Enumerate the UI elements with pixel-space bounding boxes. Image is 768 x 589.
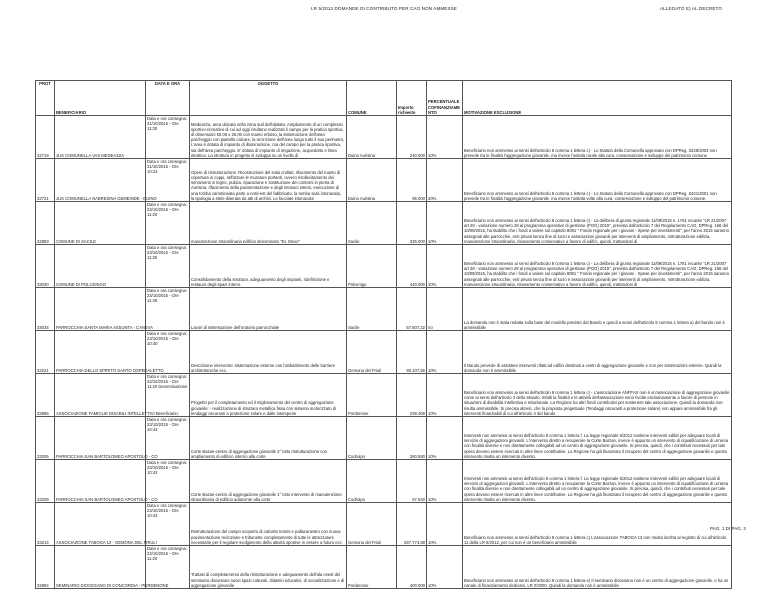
motivazione-cell: Interventi non ammessi ai sensi dell'articolo 8 comma 1 lettera f. La legge regionale 5/2012 sostiene interventi edilizi per adeguare locali di servizio di aggregazioni giovanili. L'intervento diretto a recuperare la Corte Barzan, invece è appunto un intervento di riqualificazione di un'area con finalità diverse e non direttamente collegabili ad un centro di aggregazione giovanile. Si precisa, quindi, che i contributi necessari per tale opera devono essere ricercati in altre linee contributive. La Regione ha già finanziato il recupero del centro di aggregazione giovanile e questo intervento risulta un intervento diverso. [463,417,732,460]
prot-cell: 33205 [36,417,55,460]
table-row [36,503,732,546]
comune-cell: Duino Aurisina [347,116,397,159]
data-ora-cell: Data e ora consegna: 23/10/2015 - Ore 11:25 [146,245,190,288]
percentuale-cell: 10% [427,331,463,374]
prot-cell: 33214 [36,503,55,546]
comune-cell: Polcenigo [347,245,397,288]
comune-cell: Sacile [347,202,397,245]
comune-cell: Sacile [347,288,397,331]
importo-cell: 287.774,88 [397,503,427,546]
oggetto-cell: Opere di ristrutturazione. Ricostruzione del solai crollati, rifacimento del manto di copertura in coppi, rafforzare le murature portanti, ovvero risollecitamento dei serramenti in legno, pulizia, riparazione e sostituzione dei contorni in pietra di Aurisina, rifacimento della pavimentazione e degli intonaci interni, esecuzione di una tomba cammineata parte a nord-est del fabbricato, la tomba sarà intonacata, la tipologia a stele diserata da atti di archivi. Le facciate intonacate [190,159,347,202]
oggetto-cell: Consolidamento della struttura, adeguamento degli impianti, ridefinizione e restauro degli spazi interni. [190,245,347,288]
prot-cell: 32884 [36,546,55,589]
motivazione-cell: Beneficiario non ammesso ai sensi dell'articolo 8 comma 1 lettera c) - L'associazione ANFFAS non è un'associazione di aggregazione giovanile come ai sensi dell'articolo 3 dello Statuto. Infatti la finalità e le attività dell'associazione sono rivolte esclusivamente a favore di persone in situazioni di disabilità intellettiva e relazionale. La Regione ha altri fondi contributivi per sostenere tale associazione. Quindi la domanda non risulta ammissibile. Si precisa altresì, che la proposta progettuale (Tendaggi oscuranti a protezione solare) non appare ammissibile fra gli interventi finanziabili di cui all'articolo 4 del bando [463,374,732,417]
oggetto-cell: Lavori di sistemazione dell'oratorio parrocchiale [190,288,347,331]
data-ora-cell: Data e ora consegna: 23/10/2015 - Ore 10:43 [146,503,190,546]
col-importo: Importo richiesto [397,81,427,116]
importo-cell: 325.000 [397,202,427,245]
data-ora-cell: Data e ora consegna: 21/10/2015 - Ore 10:23 [146,159,190,202]
motivazione-cell: Beneficiario non ammesso ai sensi dell'articolo 8 comma 1 lettera c) - Lo Statuto della Comunella approvato con DPReg. 0228/2003 non prevede tra le finalità l'aggregazione giovanile, ma invece l'attività rurale alla cura, conservazione e sviluppo del patrimonio comune [463,116,732,159]
page-number: PAG. 1 DI PAG. 2 [709,526,746,531]
beneficiario-cell: PARROCCHIA SAN BARTOLOMEO APOSTOLO - CO [55,417,146,460]
percentuale-cell: 10% [427,417,463,460]
prot-cell: 32719 [36,116,55,159]
comune-cell: Codroipo [347,417,397,460]
data-ora-cell: Data e ora consegna: 21/10/2015 - Ore 11:30 [146,116,190,159]
table-row [36,417,732,460]
importo-cell: 400.000 [397,546,427,589]
importo-cell: 67.540 [397,460,427,503]
col-prot: PROT [36,81,55,116]
data-ora-cell: Data e ora consegna: 23/10/2015 - Ore 11:20 [146,202,190,245]
motivazione-cell: La domanda non è stata redatta sulla base del modello previsto dal Bando e quindi a sensi dell'articolo 9 comma 1 lettera a) del bando non è ammissibile [463,288,732,331]
table-row [36,546,732,589]
data-ora-cell: Data e ora consegna: 23/10/2015 - Ore 10:42 [146,460,190,503]
importo-cell: 57.807,22 [397,288,427,331]
importo-cell: 95.000 [397,159,427,202]
prot-cell: 32886 [36,374,55,417]
oggetto-cell: Trattasi di completamento della ristrutturazione e adeguamento dell'ala ovest del seminario diocesano nuovi spazi culturali, didattici educativi, di socializzazione e di aggregazione giovanile [190,546,347,589]
beneficiario-cell: SEMINARIO DIOCESANO DI CONCORDIA - PORDENONE [55,546,146,589]
comune-cell: Gemona del Friuli [347,331,397,374]
oggetto-cell: manutenzione straordinaria edificio denominato "Ex Stevo" [190,202,347,245]
motivazione-cell: Beneficiario non ammesso ai sensi dell'articolo 8 comma 1 lettera c) - Lo Statuto della Comunella approvato con DPReg. 0421/2001 non prevede tra le finalità l'aggregazione giovanile, ma invece l'attività volte alla cura, conservazione e sviluppo del patrimonio comune. [463,159,732,202]
motivazione-cell: Beneficiario non ammesso ai sensi dell'articolo 8 comma 1 lettera c) - La delibera di giunta regionale 11/09/2015 n. 1761 recante "LR 21/2007 art 28 - variazione numero 28 al programma operativo di gestione (POG) 2015", prevista dall'articolo 7 del Regolamento CAO, DPReg. 166 del 10/09/2015, ha stabilito che i fondi a valere sul capitolo 8081 " Fondo regionale per i giovani - Spese per investimenti", per l'anno 2015 saranno assegnati alle parrocchie, enti privati senza fine di lucro e associazioni giovanili per interventi di ampliamento, ristrutturazione edilizia, manutenzione straordinaria, risanamento conservativo a favore di edifici, quindi, trattandosi di [463,245,732,288]
importo-cell: 90.107,56 [397,331,427,374]
data-ora-cell: Data e ora consegna: 22/10/2015 - Ore 11:20 [146,546,190,589]
percentuale-cell: 10% [427,202,463,245]
data-ora-cell: Data e ora consegna: 23/10/2015 - Ore 10:43 [146,417,190,460]
col-data-ora: DATA E ORA [146,81,190,116]
prot-cell: 33221 [36,331,55,374]
comune-cell: Pordenone [347,546,397,589]
oggetto-cell: Ristrutturazione del campo scoperto di calcetto tennis e pallacanestro con nuova pavimentazione recinzione e tribunette completamento di tutte le attrezzature necessarie per il regolare svolgimento della attività sportive in essere a futuro ecc [190,503,347,546]
data-ora-cell: Data e ora consegna: 22/10/2015 - Ore 11:20 Denominazione [146,374,190,417]
table-row [36,374,732,417]
data-ora-cell: Data e ora consegna: 23/10/2015 - Ore 11:45 [146,288,190,331]
importo-cell: 239.469 [397,374,427,417]
beneficiario-cell: COMUNE DI POLCENIGO [55,245,146,288]
beneficiario-cell: PARROCCHIA SAN BARTOLOMEO APOSTOLO - CO [55,460,146,503]
motivazione-cell: Il Bando prevede di assistere interventi rifatti ad edifici destinati a centri di aggregazione giovanile e non per sistemazioni esterne. Quindi la domanda non è ammissibile [463,331,732,374]
importo-cell: 240.000 [397,116,427,159]
percentuale-cell: 10% [427,503,463,546]
table-row [36,202,732,245]
motivazione-cell: Beneficiario non ammesso ai sensi dell'articolo 8 comma 1 lettera c) - La delibera di giunta regionale 11/09/2015 n. 1761 recante "LR 21/2007 art 28 - variazione numero 28 al programma operativo di gestione (POG) 2015", prevista dall'articolo 7 del Regolamento CAO, DPReg. 166 del 10/09/2015, ha stabilito che i fondi a valere sul capitolo 8081 " Fondo regionale per i giovani - Spese per investimenti", per l'anno 2015 saranno assegnati alle parrocchie, enti privati senza fine di lucro e associazioni giovanili per interventi di ampliamento, ristrutturazione edilizia, manutenzione straordinaria, risanamento conservativo a favore di edifici, quindi, trattandosi di [463,202,732,245]
percentuale-cell: 20% [427,159,463,202]
col-beneficiario: BENEFICIARIO [55,81,146,116]
oggetto-cell: Descrizione intervento: sistemazione esterne con l'abbattimento delle barriere architettoniche ecc.. [190,331,347,374]
beneficiario-cell: ASSOCIAZIONE FAMIGLIE DISABILI INTELLETTIVI Beneficiario: [55,374,146,417]
col-comune: COMUNE [347,81,397,116]
beneficiario-cell: PARROCCHIA SANTA MARIA ASSUNTA - CANEVA [55,288,146,331]
beneficiario-cell: JUS COMUNELLA NABRESINA GEMEINDE - DUINO [55,159,146,202]
percentuale-cell: 10% [427,116,463,159]
table-row [36,331,732,374]
beneficiario-cell: COMUNE DI SACILE [55,202,146,245]
oggetto-cell: Medeazza, area ubicata nella zona sud dell'abitato. Ampliamento di un complesso sportivo-ricreativo di cui ad oggi risultano realizzati il campo per la pratica sportiva, di dimensioni 50.00 x 25.00 con manto erboso, la sistemazione dell'area parcheggio con piattello calcare, la recinzione dell'area lungo tutto il suo perimetro, L'area è dotata di impianto di illuminazione, ma del campo per la pratica sportiva, sia dell'area parcheggio. E' dotata di impianto di irrigazione, acquedotto e linea elettrica. La struttura in progetto si sviluppa su un livello di [190,116,347,159]
prot-cell: 33209 [36,460,55,503]
header-center: LR 5/2012 DOMANDE DI CONTRIBUTO PER CAO NON AMMESSE [311,6,457,11]
beneficiario-cell: JUS COMUNELLA VAS MEDEAZZA [55,116,146,159]
table-row [36,245,732,288]
beneficiario-cell: PARROCCHIA DELLO SPIRITO SANTO OSPEDALETTO [55,331,146,374]
prot-cell: 33034 [36,288,55,331]
header-right: ALLEGATO E) AL DECRETO [659,6,722,11]
table-row [36,288,732,331]
oggetto-cell: Corte Bazan-centro di aggregazione giovanile 2° lotto ristrutturazione con ampliamento di edificio interno alla corte [190,417,347,460]
prot-cell: 32883 [36,202,55,245]
motivazione-cell: Beneficiario non ammesso ai sensi dell'articolo 8 comma 1 lettera e) Il seminario diocesano non è un centro di aggregazione giovanile, e ha un canale di finanziamento dedicato, LR 2/2000. Quindi la domanda non è ammissibile. [463,546,732,589]
oggetto-cell: Corte Bazan-centro di aggregazione giovanile 1° lotto intervento di manutenzione straordinaria di edificio adiacente alla corte [190,460,347,503]
oggetto-cell: Progetto per il completamento ed il miglioramento del centro di aggregazione giovanile: - realizzazione di struttura metallica fissa con sistema motorizzato di tendaggi oscuranti a protezione solare e dalle intemperie [190,374,347,417]
prot-cell: 33030 [36,245,55,288]
exclusions-table [35,80,732,589]
data-ora-cell: Data e ora consegna: 23/10/2015 - Ore 10:40 [146,331,190,374]
col-oggetto: OGGETTO [190,81,347,116]
table-row [36,159,732,202]
motivazione-cell: Interventi non ammessi ai sensi dell'articolo 8 comma 1 lettera f. La legge regionale 5/2012 sostiene interventi edilizi per adeguare locali di servizio di aggregazioni giovanili. L'intervento diretto a recuperare la Corte Barzan, invece è appunto un intervento di riqualificazione di un'area con finalità diverse e non direttamente collegabili ad un centro di aggregazione giovanile. Si precisa, quindi, che i contributi necessari per tale opera devono essere ricercati in altre linee contributive. La Regione ha già finanziato il recupero del centro di aggregazione giovanile e questo intervento risulta un intervento diverso. [463,460,732,503]
importo-cell: 260.580 [397,417,427,460]
table-row [36,116,732,159]
comune-cell: Duino Aurisina [347,159,397,202]
percentuale-cell: 10% [427,546,463,589]
comune-cell: Pordenone [347,374,397,417]
comune-cell: Gemona del Friuli [347,503,397,546]
table-row [36,460,732,503]
prot-cell: 32721 [36,159,55,202]
col-motivazione: MOTIVAZIONE ESCLUSIONE [463,81,732,116]
header-row [36,81,732,116]
comune-cell: Codroipo [347,460,397,503]
percentuale-cell: 10% [427,245,463,288]
motivazione-cell: Beneficiario non ammesso ai sensi dell'articolo 8 comma 1 lettera c) L'associazione TABOGA 13 non risulta iscritta al registro di cui all'articolo 11 della LR 5/2012, per cui non è un beneficiario ammissibile [463,503,732,546]
percentuale-cell: 10% [427,374,463,417]
col-percentuale: PERCENTUALE COFINANZIAME NTO [427,81,463,116]
beneficiario-cell: ASSOCIAZIONE TABOGA 13 - GEMONA DEL FRIULI [55,503,146,546]
percentuale-cell: 10% [427,460,463,503]
importo-cell: 440.000 [397,245,427,288]
percentuale-cell: no [427,288,463,331]
